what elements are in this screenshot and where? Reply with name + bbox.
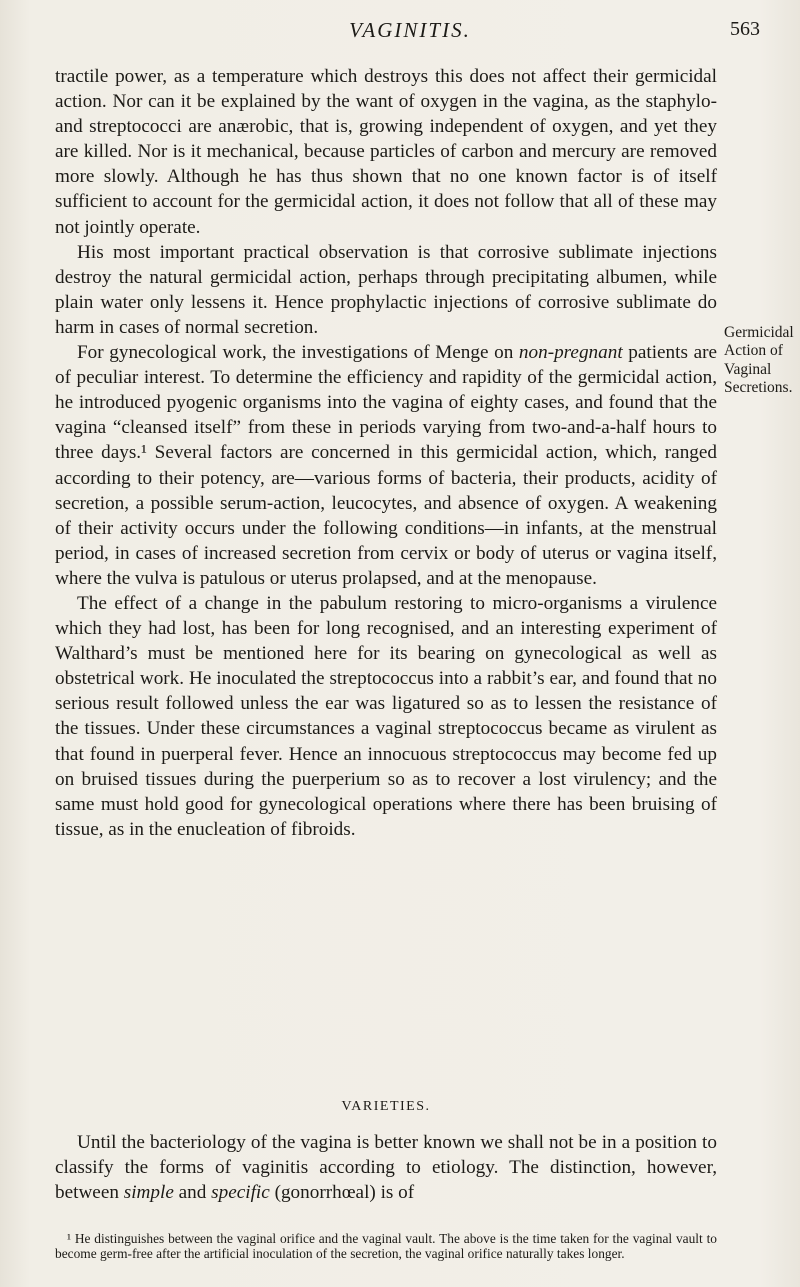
section-paragraph: Until the bacteriology of the vagina is better known we shall not be in a position to classify the forms of vaginitis according to etiology. The distinction, however, between simple and specific (gonorrhœal) is of (55, 1132, 717, 1204)
section-text (55, 1130, 717, 1205)
running-title: VAGINITIS. (349, 18, 471, 42)
section-heading: VARIETIES. (341, 1099, 431, 1114)
paragraph-2: His most important practical observation is that corrosive sublimate injections destroy the natural germicidal action, perhaps through precipitating albumen, while plain water only lessens it. Hence prophylactic injections of corrosive sublimate do harm in cases of normal secretion. (55, 241, 717, 338)
paragraph-1: tractile power, as a temperature which destroys this does not affect their germicidal action. Nor can it be explained by the want of oxygen in the vagina, as the staphylo- and streptococci are anærobic, that is, growing independent of oxygen, and yet they are killed. Nor is it mechanical, because particles of carbon and mercury are removed more slowly. Although he has thus shown that no one known factor is of itself sufficient to account for the germicidal action, it does not follow that all of these may not jointly operate. (55, 66, 717, 238)
main-text (55, 64, 717, 842)
paragraph-4: The effect of a change in the pabulum restoring to micro-organisms a virulence which they had lost, has been for long recognised, and an interesting experiment of Walthard’s must be mentioned here for its bearing on gynecological as well as obstetrical work. He inoculated the streptococcus into a rabbit’s ear, and found that no serious result followed unless the ear was ligatured so as to lessen the resistance of the tissues. Under these circumstances a vaginal streptococcus became as virulent as that found in puerperal fever. Hence an innocuous streptococcus may become fed up on bruised tissues during the puerperium so as to recover a lost virulency; and the same must hold good for gynecological operations where there has been bruising of tissue, as in the enucleation of fibroids. (55, 592, 717, 840)
footnote-text: ¹ He distinguishes between the vaginal orifice and the vaginal vault. The above is the time taken for the vaginal vault to become germ-free after the artificial inoculation of the secretion, the vaginal orifice naturally takes longer. (55, 1231, 717, 1261)
page-header (60, 18, 760, 48)
margin-note: Germicidal Action of Vaginal Secretions. (724, 324, 794, 396)
page-number: 563 (730, 18, 760, 40)
footnote (55, 1232, 717, 1261)
paragraph-3: For gynecological work, the investigations of Menge on non-pregnant patients are of peculiar interest. To determine the efficiency and rapidity of the germicidal action, he introduced pyogenic organisms into the vagina of eighty cases, and found that the vagina “cleansed itself” from these in periods varying from two-and-a-half hours to three days.¹ Several factors are concerned in this germicidal action, which, ranged according to their potency, are—various forms of bacteria, their products, acidity of secretion, a possible serum-action, leucocytes, and absence of oxygen. A weakening of their activity occurs under the following conditions—in infants, at the menstrual period, in cases of increased secretion from cervix or body of uterus or vagina itself, where the vulva is patulous or uterus prolapsed, and at the menopause. (55, 342, 717, 589)
